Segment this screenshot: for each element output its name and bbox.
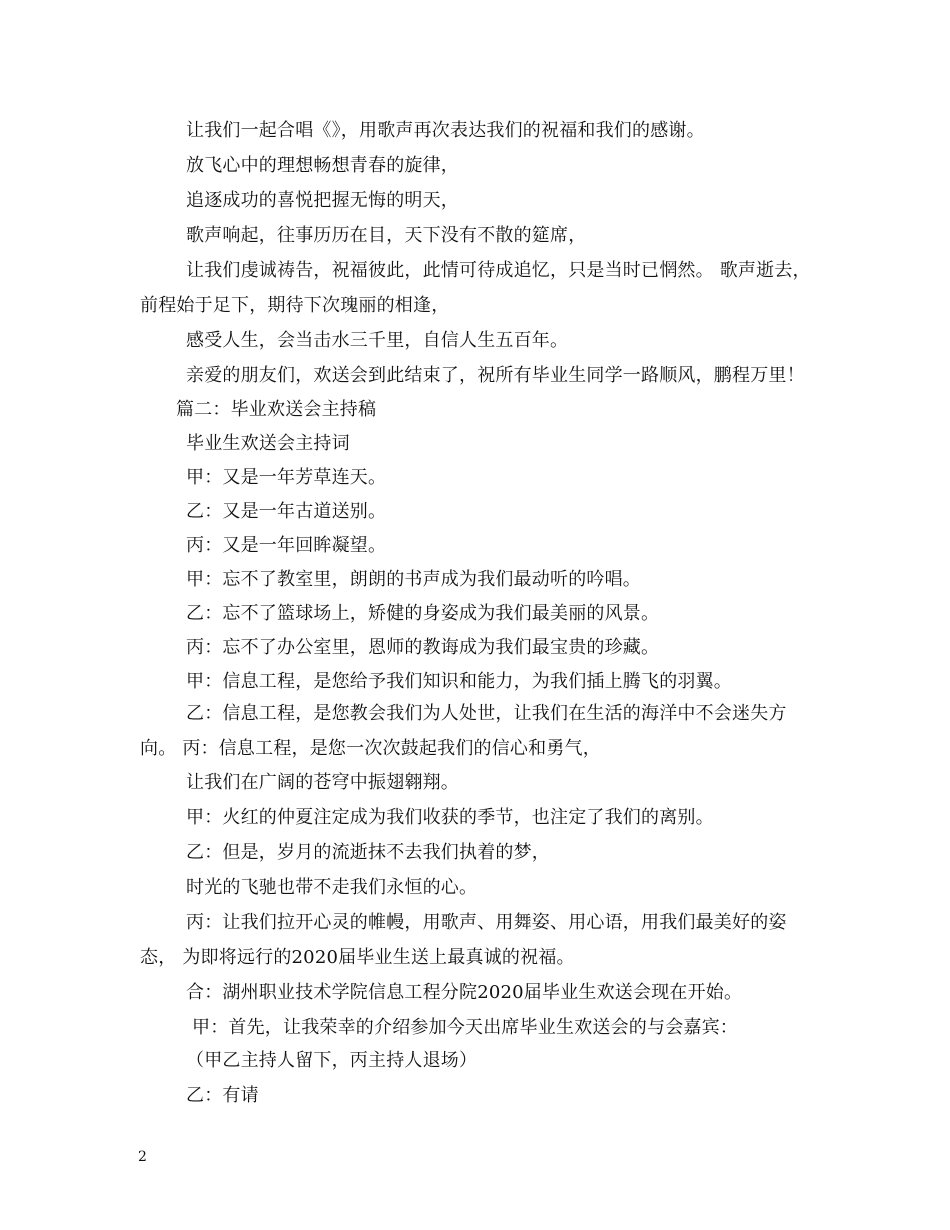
text-line: 让我们虔诚祷告，祝福彼此，此情可待成追忆，只是当时已惘然。 歌声逝去， [186,260,811,281]
text-line: 合：湖州职业技术学院信息工程分院2020届毕业生欢送会现在开始。 [186,982,743,1003]
text-line: 让我们一起合唱《》，用歌声再次表达我们的祝福和我们的感谢。 [186,120,705,141]
text-line: 前程始于足下，期待下次瑰丽的相逢， [140,295,450,316]
text-line: 歌声响起，往事历历在目，天下没有不散的筵席， [186,225,587,246]
text-line: 感受人生，会当击水三千里，自信人生五百年。 [186,330,569,351]
text-line: 态， 为即将远行的2020届毕业生送上最真诚的祝福。 [140,947,575,968]
text-line: 甲：火红的仲夏注定成为我们收获的季节，也注定了我们的离别。 [186,807,714,828]
text-line: 甲：首先，让我荣幸的介绍参加今天出席毕业生欢送会的与会嘉宾： [192,1017,738,1038]
text-line: 放飞心中的理想畅想青春的旋律， [186,155,459,176]
text-line: 毕业生欢送会主持词 [186,433,350,454]
text-line: 乙：但是，岁月的流逝抹不去我们执着的梦， [186,842,550,863]
text-line: 亲爱的朋友们，欢送会到此结束了，祝所有毕业生同学一路顺风，鹏程万里！ [186,365,805,386]
text-line: 甲：又是一年芳草连天。 [186,467,387,488]
text-line: 追逐成功的喜悦把握无悔的明天， [186,190,459,211]
text-line: 乙：有请 [186,1085,259,1106]
text-line: 乙：信息工程，是您教会我们为人处世，让我们在生活的海洋中不会迷失方 [186,703,787,724]
text-line: 甲：忘不了教室里，朗朗的书声成为我们最动听的吟唱。 [186,569,641,590]
text-line: 乙：忘不了篮球场上，矫健的身姿成为我们最美丽的风景。 [186,603,660,624]
text-line: 丙：忘不了办公室里，恩师的教诲成为我们最宝贵的珍藏。 [186,637,660,658]
text-line: 让我们在广阔的苍穹中振翅翱翔。 [186,772,459,793]
text-line: 时光的飞驰也带不走我们永恒的心。 [186,877,478,898]
page-number: 2 [138,1149,147,1165]
section-heading: 篇二：毕业欢送会主持稿 [176,399,377,420]
text-line: 丙：让我们拉开心灵的帷幔，用歌声、用舞姿、用心语，用我们最美好的姿 [186,912,787,933]
text-line: 丙：又是一年回眸凝望。 [186,535,387,556]
text-line: 乙：又是一年古道送别。 [186,501,387,522]
text-line: 向。 丙：信息工程，是您一次次鼓起我们的信心和勇气， [140,738,601,759]
text-line: （甲乙主持人留下，丙主持人退场） [186,1050,478,1071]
text-line: 甲：信息工程，是您给予我们知识和能力，为我们插上腾飞的羽翼。 [186,671,732,692]
